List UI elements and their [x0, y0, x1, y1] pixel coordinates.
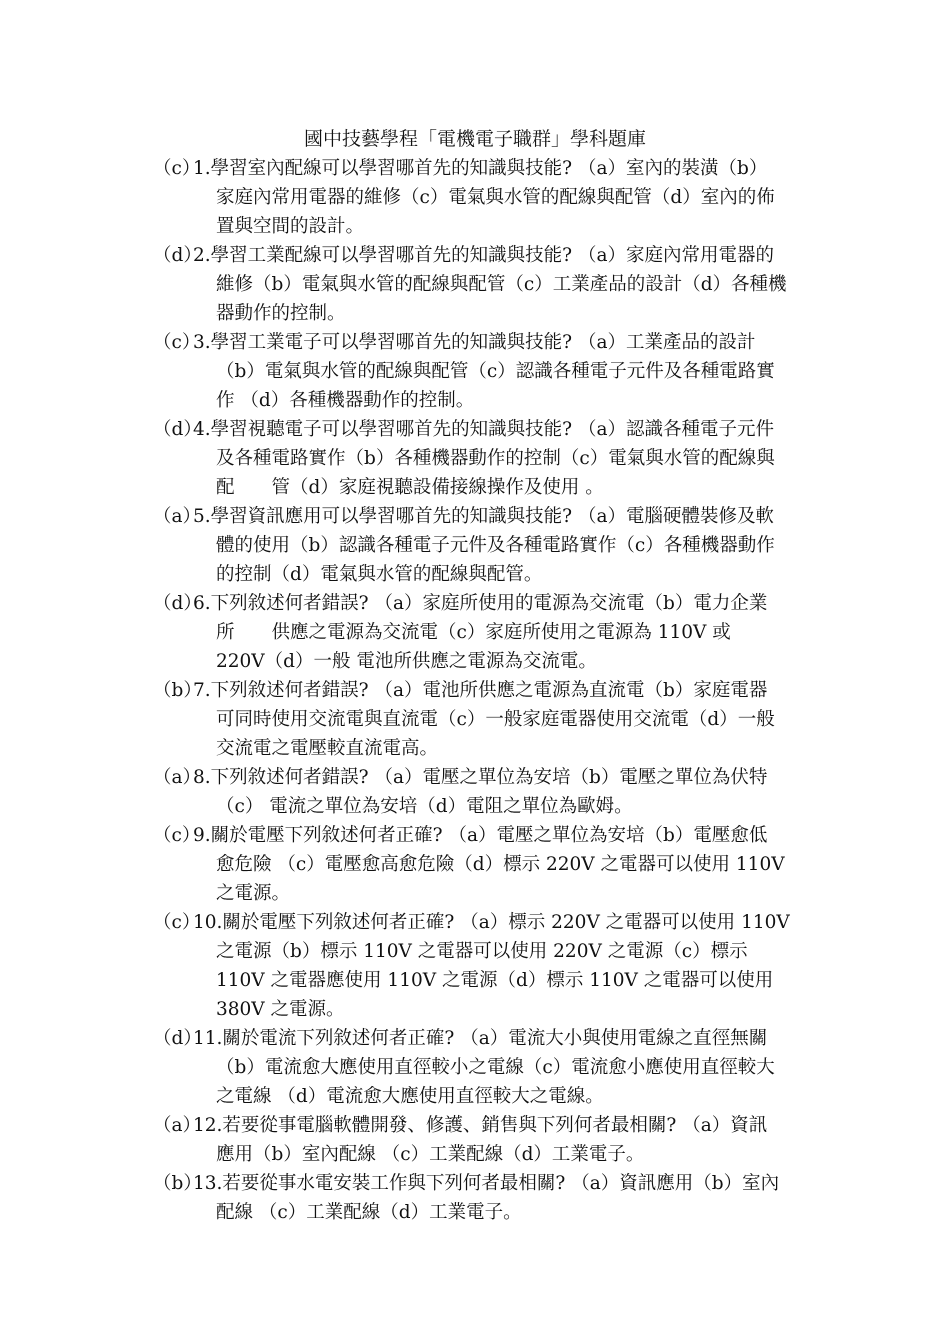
question-text: 6.下列敘述何者錯誤? （a）家庭所使用的電源為交流電（b）電力企業	[193, 593, 768, 614]
question-continuation: 交流電之電壓較直流電高。	[216, 738, 439, 759]
question-continuation: （b）電流愈大應使用直徑較小之電線（c）電流愈小應使用直徑較大	[216, 1057, 775, 1078]
question-first-line	[153, 821, 813, 850]
question-item	[153, 328, 813, 415]
question-first-line	[153, 415, 813, 444]
question-item	[153, 154, 813, 241]
question-item	[153, 908, 813, 1024]
question-continuation: 體的使用（b）認識各種電子元件及各種電路實作（c）各種機器動作	[216, 535, 775, 556]
question-continuation: 的控制（d）電氣與水管的配線與配管。	[216, 564, 543, 585]
question-continuation: 配 管（d）家庭視聽設備接線操作及使用 。	[216, 477, 604, 498]
answer-key: （c）	[153, 912, 201, 933]
question-continuation: 之電源（b）標示 110V 之電器可以使用 220V 之電源（c）標示	[216, 941, 748, 962]
answer-key: （d）	[153, 419, 202, 440]
answer-key: （a）	[153, 506, 202, 527]
question-continuation: 所 供應之電源為交流電（c）家庭所使用之電源為 110V 或	[216, 622, 731, 643]
question-text: 5.學習資訊應用可以學習哪首先的知識與技能? （a）電腦硬體裝修及軟	[193, 506, 774, 527]
question-continuation: 之電線 （d）電流愈大應使用直徑較大之電線。	[216, 1086, 604, 1107]
question-continuation: 維修（b）電氣與水管的配線與配管（c）工業產品的設計（d）各種機	[216, 274, 787, 295]
question-continuation: 家庭內常用電器的維修（c）電氣與水管的配線與配管（d）室內的佈	[216, 187, 775, 208]
question-text: 11.關於電流下列敘述何者正確? （a）電流大小與使用電線之直徑無關	[193, 1028, 768, 1049]
question-continuation: 220V（d）一般 電池所供應之電源為交流電。	[216, 651, 597, 672]
question-text: 7.下列敘述何者錯誤? （a）電池所供應之電源為直流電（b）家庭電器	[193, 680, 768, 701]
question-item	[153, 241, 813, 328]
answer-key: （c）	[153, 332, 201, 353]
question-item	[153, 676, 813, 763]
question-first-line	[153, 502, 813, 531]
question-continuation: 應用（b）室內配線 （c）工業配線（d）工業電子。	[216, 1144, 645, 1165]
question-continuation: 110V 之電器應使用 110V 之電源（d）標示 110V 之電器可以使用	[216, 970, 774, 991]
question-continuation: 380V 之電源。	[216, 999, 345, 1020]
question-item	[153, 763, 813, 821]
question-item	[153, 1024, 813, 1111]
question-continuation: （b）電氣與水管的配線與配管（c）認識各種電子元件及各種電路實	[216, 361, 775, 382]
question-first-line	[153, 241, 813, 270]
question-text: 9.關於電壓下列敘述何者正確? （a）電壓之單位為安培（b）電壓愈低	[193, 825, 768, 846]
answer-key: （c）	[153, 158, 201, 179]
question-text: 10.關於電壓下列敘述何者正確? （a）標示 220V 之電器可以使用 110V	[193, 912, 790, 933]
question-item	[153, 415, 813, 502]
question-continuation: 愈危險 （c）電壓愈高愈危險（d）標示 220V 之電器可以使用 110V	[216, 854, 785, 875]
question-text: 8.下列敘述何者錯誤? （a）電壓之單位為安培（b）電壓之單位為伏特	[193, 767, 768, 788]
question-continuation: 置與空間的設計。	[216, 216, 365, 237]
question-continuation: 可同時使用交流電與直流電（c）一般家庭電器使用交流電（d）一般	[216, 709, 775, 730]
question-continuation: （c） 電流之單位為安培（d）電阻之單位為歐姆。	[216, 796, 633, 817]
question-first-line	[153, 908, 813, 937]
question-continuation: 之電源。	[216, 883, 291, 904]
question-text: 2.學習工業配線可以學習哪首先的知識與技能? （a）家庭內常用電器的	[193, 245, 774, 266]
question-first-line	[153, 1024, 813, 1053]
question-text: 12.若要從事電腦軟體開發、修護、銷售與下列何者最相關? （a）資訊	[193, 1115, 768, 1136]
question-continuation: 配線 （c）工業配線（d）工業電子。	[216, 1202, 522, 1223]
page-title: 國中技藝學程「電機電子職群」學科題庫	[303, 128, 646, 150]
question-continuation: 作 （d）各種機器動作的控制。	[216, 390, 475, 411]
question-first-line	[153, 328, 813, 357]
question-first-line	[153, 1169, 813, 1198]
question-continuation: 及各種電路實作（b）各種機器動作的控制（c）電氣與水管的配線與	[216, 448, 775, 469]
answer-key: （d）	[153, 593, 202, 614]
question-first-line	[153, 1111, 813, 1140]
answer-key: （b）	[153, 680, 202, 701]
answer-key: （d）	[153, 245, 202, 266]
question-item	[153, 502, 813, 589]
question-text: 3.學習工業電子可以學習哪首先的知識與技能? （a）工業產品的設計	[193, 332, 756, 353]
question-first-line	[153, 676, 813, 705]
question-continuation: 器動作的控制。	[216, 303, 346, 324]
question-text: 4.學習視聽電子可以學習哪首先的知識與技能? （a）認識各種電子元件	[193, 419, 774, 440]
question-list	[153, 154, 813, 1227]
question-first-line	[153, 589, 813, 618]
question-text: 1.學習室內配線可以學習哪首先的知識與技能? （a）室內的裝潢（b）	[193, 158, 768, 179]
question-item	[153, 1111, 813, 1169]
answer-key: （c）	[153, 825, 201, 846]
answer-key: （a）	[153, 1115, 202, 1136]
question-item	[153, 821, 813, 908]
answer-key: （a）	[153, 767, 202, 788]
question-item	[153, 589, 813, 676]
question-first-line	[153, 763, 813, 792]
question-item	[153, 1169, 813, 1227]
question-first-line	[153, 154, 813, 183]
answer-key: （d）	[153, 1028, 202, 1049]
question-text: 13.若要從事水電安裝工作與下列何者最相關? （a）資訊應用（b）室內	[193, 1173, 780, 1194]
answer-key: （b）	[153, 1173, 202, 1194]
